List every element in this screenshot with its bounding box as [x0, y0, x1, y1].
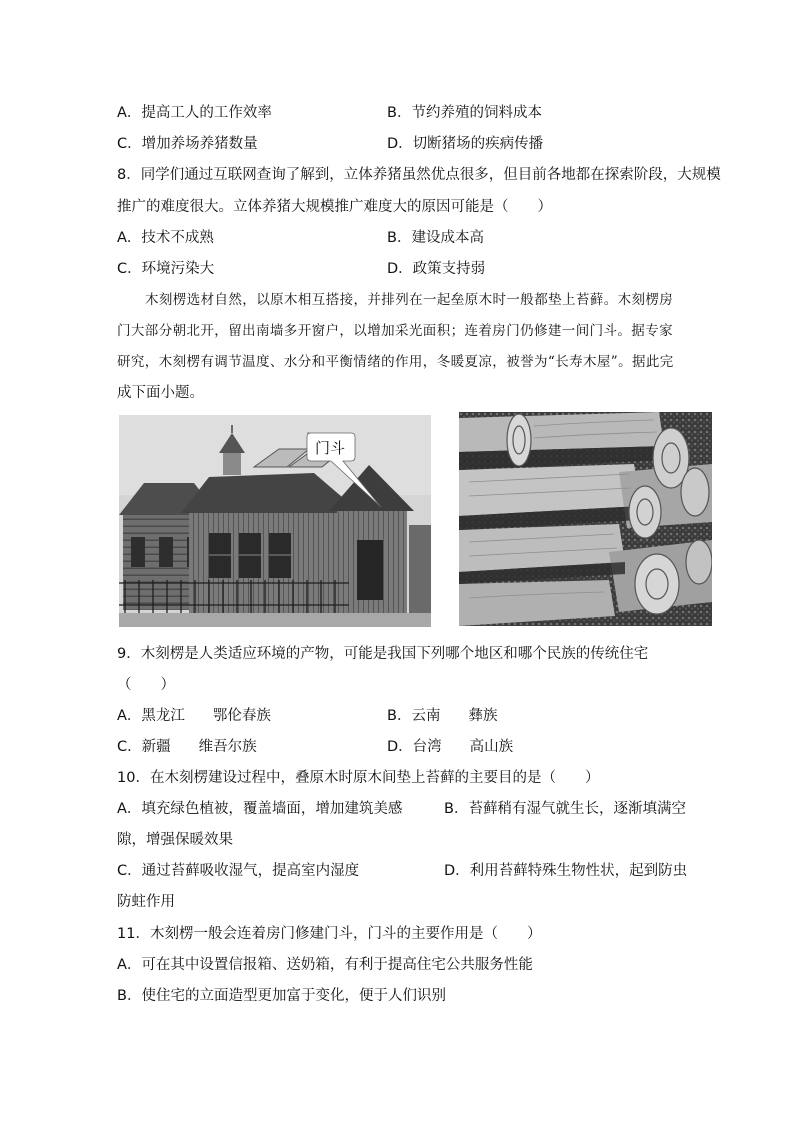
- q11-option-b[interactable]: B．使住宅的立面造型更加富于变化，便于人们识别: [117, 988, 446, 1004]
- passage-line-4: 成下面小题。: [117, 385, 204, 401]
- q11-option-a[interactable]: A．可在其中设置信报箱、送奶箱，有利于提高住宅公共服务性能: [117, 957, 533, 973]
- q8-option-a[interactable]: A．技术不成熟: [117, 230, 214, 246]
- log-house-photo: [119, 415, 431, 627]
- q11-stem: 11．木刻楞一般会连着房门修建门斗，门斗的主要作用是（ ）: [117, 926, 542, 942]
- q9-option-c-people: 维吾尔族: [198, 739, 257, 755]
- q10-option-d-line-2[interactable]: 防蛀作用: [117, 894, 175, 910]
- q9-option-d-people: 高山族: [469, 739, 514, 755]
- q10-option-b-line-1[interactable]: B．苔藓稍有湿气就生长，逐渐填满空: [444, 801, 686, 817]
- q9-option-b-people: 彝族: [468, 708, 498, 724]
- q10-option-b-line-2[interactable]: 隙，增强保暖效果: [117, 832, 233, 848]
- q7-option-a[interactable]: A．提高工人的工作效率: [117, 105, 272, 121]
- q7-option-b[interactable]: B．节约养殖的饲料成本: [387, 105, 542, 121]
- q9-option-a[interactable]: [117, 706, 271, 726]
- q8-option-d[interactable]: D．政策支持弱: [387, 261, 486, 277]
- q9-stem-line-1: 9．木刻楞是人类适应环境的产物，可能是我国下列哪个地区和哪个民族的传统住宅: [117, 646, 649, 662]
- vestibule-callout-label: 门斗: [315, 439, 346, 457]
- q10-stem: 10．在木刻楞建设过程中，叠原木时原木间垫上苔藓的主要目的是（ ）: [117, 770, 600, 786]
- q9-option-c-region: C．新疆: [117, 739, 171, 755]
- q9-option-a-people: 鄂伦春族: [212, 708, 271, 724]
- q7-option-d[interactable]: D．切断猪场的疾病传播: [387, 136, 544, 152]
- q9-option-a-region: A．黑龙江: [117, 708, 185, 724]
- q10-option-d-line-1[interactable]: D．利用苔藓特殊生物性状，起到防虫: [444, 863, 688, 879]
- q8-stem-line-2: 推广的难度很大。立体养猪大规模推广难度大的原因可能是（ ）: [117, 199, 552, 215]
- q10-option-c[interactable]: C．通过苔藓吸收湿气，提高室内湿度: [117, 863, 360, 879]
- q9-option-d[interactable]: [387, 737, 513, 757]
- q7-option-c[interactable]: C．增加养场养猪数量: [117, 136, 258, 152]
- moss-logs-photo: [459, 412, 712, 626]
- q8-option-b[interactable]: B．建设成本高: [387, 230, 484, 246]
- passage-line-3: 研究，木刻楞有调节温度、水分和平衡情绪的作用，冬暖夏凉，被誉为“长寿木屋”。据此完: [117, 354, 674, 370]
- q9-option-b-region: B．云南: [387, 708, 441, 724]
- q9-stem-line-2: （ ）: [117, 677, 175, 693]
- q9-option-b[interactable]: [387, 706, 497, 726]
- q9-option-c[interactable]: [117, 737, 257, 757]
- q8-option-c[interactable]: C．环境污染大: [117, 261, 215, 277]
- q9-option-d-region: D．台湾: [387, 739, 442, 755]
- q10-option-a[interactable]: A．填充绿色植被，覆盖墙面，增加建筑美感: [117, 801, 403, 817]
- passage-line-1: 木刻楞选材自然，以原木相互搭接，并排列在一起垒原木时一般都垫上苔藓。木刻楞房: [145, 292, 674, 308]
- passage-line-2: 门大部分朝北开，留出南墙多开窗户，以增加采光面积；连着房门仍修建一间门斗。据专家: [117, 323, 673, 339]
- q8-stem-line-1: 8．同学们通过互联网查询了解到，立体养猪虽然优点很多，但目前各地都在探索阶段，大规模: [117, 167, 721, 183]
